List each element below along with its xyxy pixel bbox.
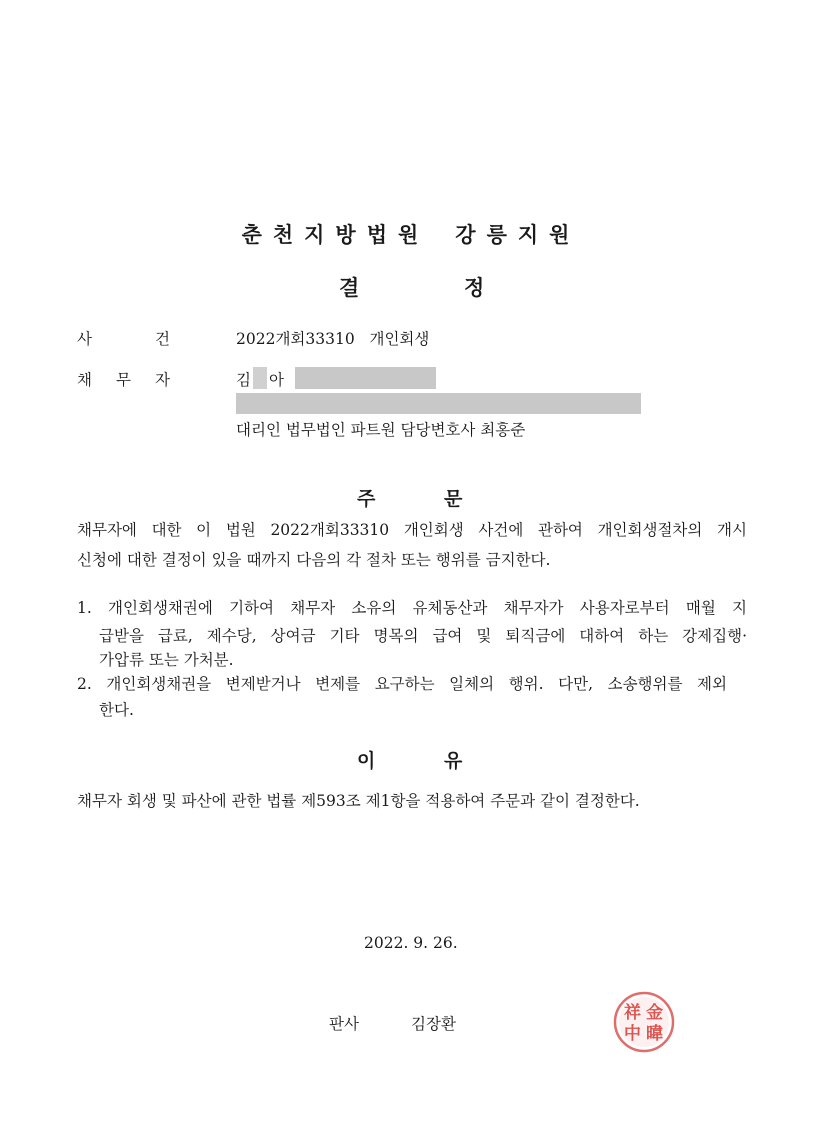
debtor-name-last: 아 (269, 371, 284, 389)
debtor-label-char-3: 자 (155, 371, 170, 389)
seal-char-3: 中 (624, 1024, 641, 1044)
case-number: 2022개회33310 개인회생 (236, 330, 430, 348)
debtor-representative: 대리인 법무법인 파트원 담당변호사 최홍준 (236, 421, 526, 439)
order-item-1-line-1: 1. 개인회생채권에 기하여 채무자 소유의 유체동산과 채무자가 사용자로부터 매월 지 (77, 599, 747, 617)
seal-char-1: 金 (646, 1003, 663, 1023)
court-name: 춘천지방법원 (241, 223, 430, 247)
court-header (0, 219, 822, 249)
order-intro-line-2: 신청에 대한 결정이 있을 때까지 다음의 각 절차 또는 행위를 금지한다. (77, 551, 551, 569)
reason-text: 채무자 회생 및 파산에 관한 법률 제593조 제1항을 적용하여 주문과 같이 결정한다. (77, 792, 640, 810)
case-label-char-2: 건 (155, 330, 170, 348)
reason-heading-char-2: 유 (444, 750, 463, 772)
debtor-name-first: 김 (236, 371, 251, 389)
case-label-char-1: 사 (77, 330, 92, 348)
seal-char-4: 暐 (646, 1024, 663, 1044)
order-heading-char-1: 주 (357, 488, 376, 510)
order-item-2-line-2: 한다. (99, 701, 134, 719)
decision-date: 2022. 9. 26. (364, 934, 458, 952)
debtor-label-char-2: 무 (116, 371, 131, 389)
debtor-label-char-1: 채 (77, 371, 92, 389)
redaction-name (253, 367, 267, 389)
doc-title-char-1: 결 (339, 276, 360, 300)
order-heading-char-2: 문 (444, 488, 463, 510)
order-intro-line-1: 채무자에 대한 이 법원 2022개회33310 개인회생 사건에 관하여 개인회생절차의 개시 (77, 521, 747, 539)
order-item-1-line-3: 가압류 또는 가처분. (99, 651, 234, 669)
seal-char-2: 祥 (624, 1003, 641, 1023)
redaction-id (295, 367, 436, 389)
court-branch: 강릉지원 (455, 223, 581, 247)
judge-seal (612, 990, 676, 1054)
judge-name: 김장환 (411, 1015, 456, 1033)
judge-title: 판사 (329, 1015, 359, 1033)
doc-title-char-2: 정 (464, 276, 485, 300)
redaction-address (236, 393, 641, 414)
order-item-1-line-2: 급받을 급료, 제수당, 상여금 기타 명목의 급여 및 퇴직금에 대하여 하는 강제집행· (99, 627, 747, 645)
order-item-2-line-1: 2. 개인회생채권을 변제받거나 변제를 요구하는 일체의 행위. 다만, 소송행위를 제외 (77, 675, 727, 693)
reason-heading-char-1: 이 (357, 750, 376, 772)
